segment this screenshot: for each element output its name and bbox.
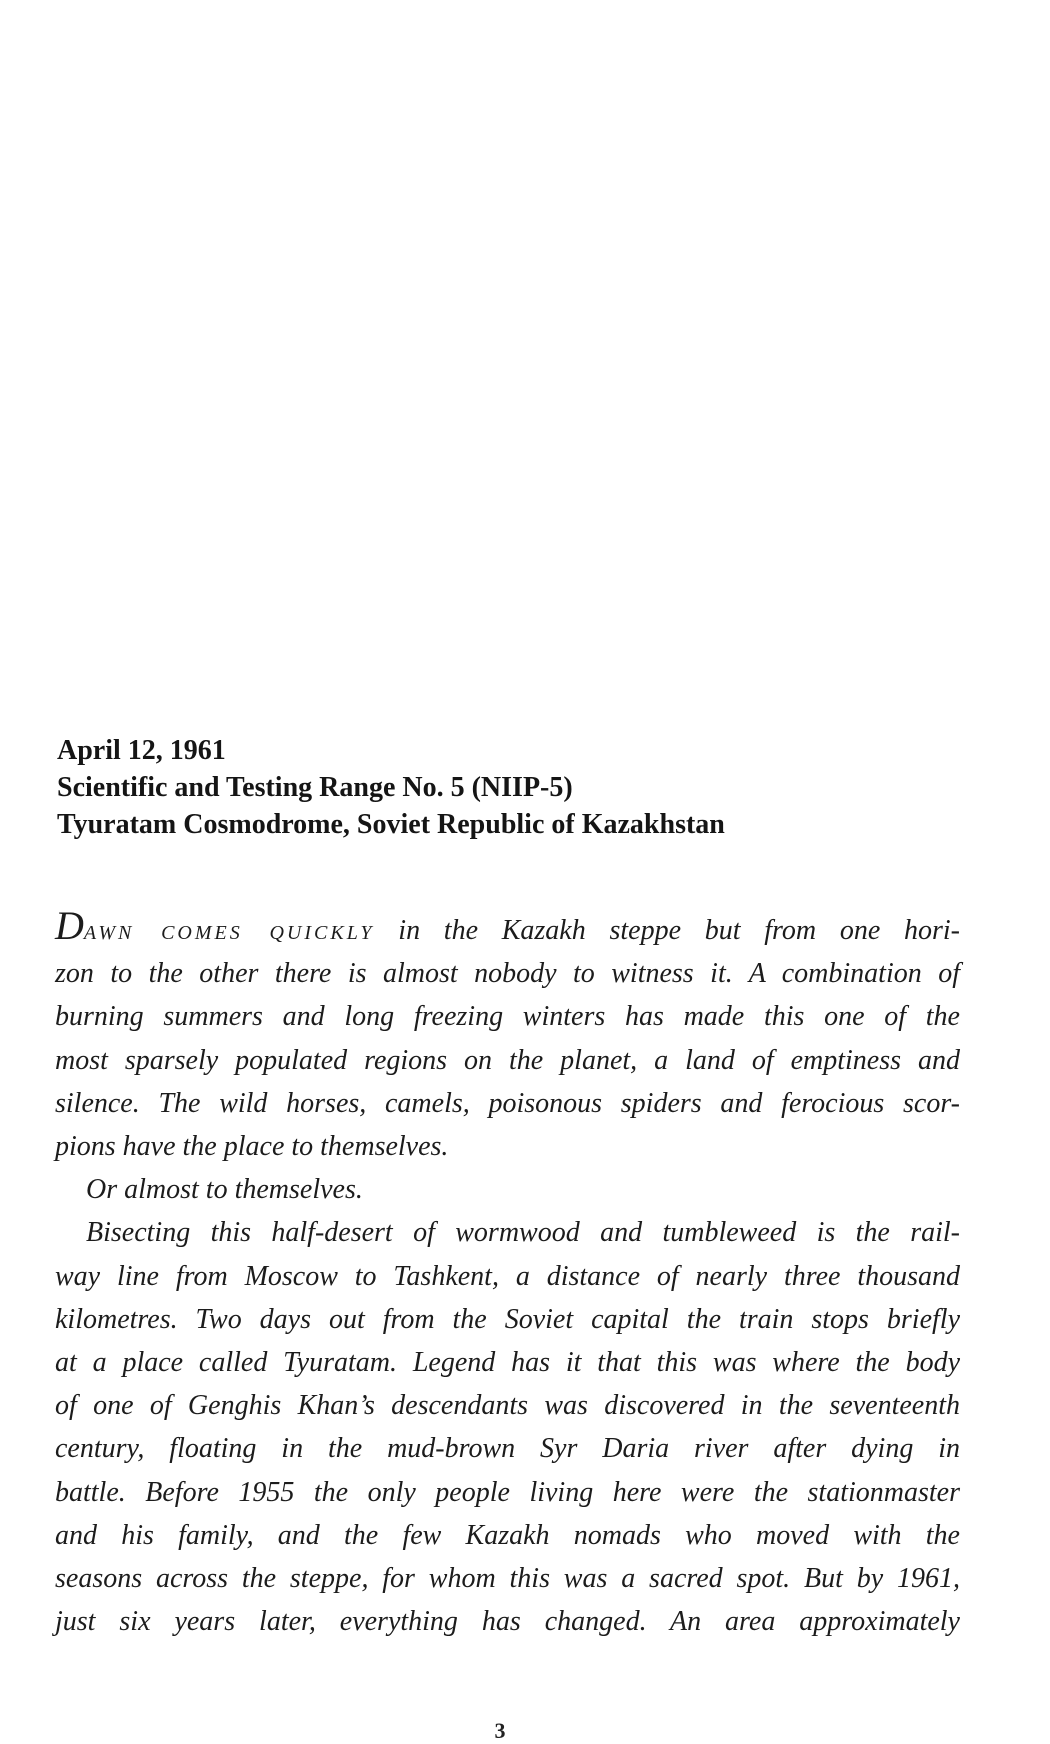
heading-place: Scientific and Testing Range No. 5 (NIIP-5) — [57, 772, 573, 803]
text-line: at a place called Tyuratam. Legend has it that this was where the body — [55, 1347, 960, 1379]
page-number: 3 — [494, 1718, 506, 1743]
text-line: battle. Before 1955 the only people living here were the stationmaster — [55, 1476, 960, 1508]
text-line: way line from Moscow to Tashkent, a distance of nearly three thousand — [55, 1260, 960, 1292]
heading-location: Tyuratam Cosmodrome, Soviet Republic of Kazakhstan — [57, 809, 725, 840]
body-text — [55, 904, 960, 1643]
text-line: just six years later, everything has changed. An area approximately — [55, 1606, 960, 1638]
text-line: Bisecting this half-desert of wormwood and tumbleweed is the rail- — [86, 1217, 960, 1249]
text-line: pions have the place to themselves. — [55, 1131, 449, 1163]
drop-cap: D — [55, 903, 84, 948]
text-line: burning summers and long freezing winters has made this one of the — [55, 1001, 960, 1033]
text-line: silence. The wild horses, camels, poisonous spiders and ferocious scor- — [55, 1087, 960, 1119]
heading-date: April 12, 1961 — [57, 735, 226, 766]
text-line: most sparsely populated regions on the planet, a land of emptiness and — [55, 1044, 960, 1076]
chapter-heading — [57, 732, 957, 843]
text-line-1-rest: in the Kazakh steppe but from one hori- — [374, 915, 960, 946]
text-line: zon to the other there is almost nobody to witness it. A combination of — [55, 958, 960, 990]
text-line: century, floating in the mud-brown Syr Daria river after dying in — [55, 1433, 960, 1465]
lead-small-caps: awn comes quickly — [83, 915, 375, 946]
text-line-1 — [55, 904, 960, 952]
text-line: Or almost to themselves. — [86, 1174, 363, 1206]
text-line: seasons across the steppe, for whom this was a sacred spot. But by 1961, — [55, 1563, 960, 1595]
text-line: kilometres. Two days out from the Soviet capital the train stops briefly — [55, 1303, 960, 1335]
text-line: and his family, and the few Kazakh nomads who moved with the — [55, 1519, 960, 1551]
text-line: of one of Genghis Khan’s descendants was discovered in the seventeenth — [55, 1390, 960, 1422]
